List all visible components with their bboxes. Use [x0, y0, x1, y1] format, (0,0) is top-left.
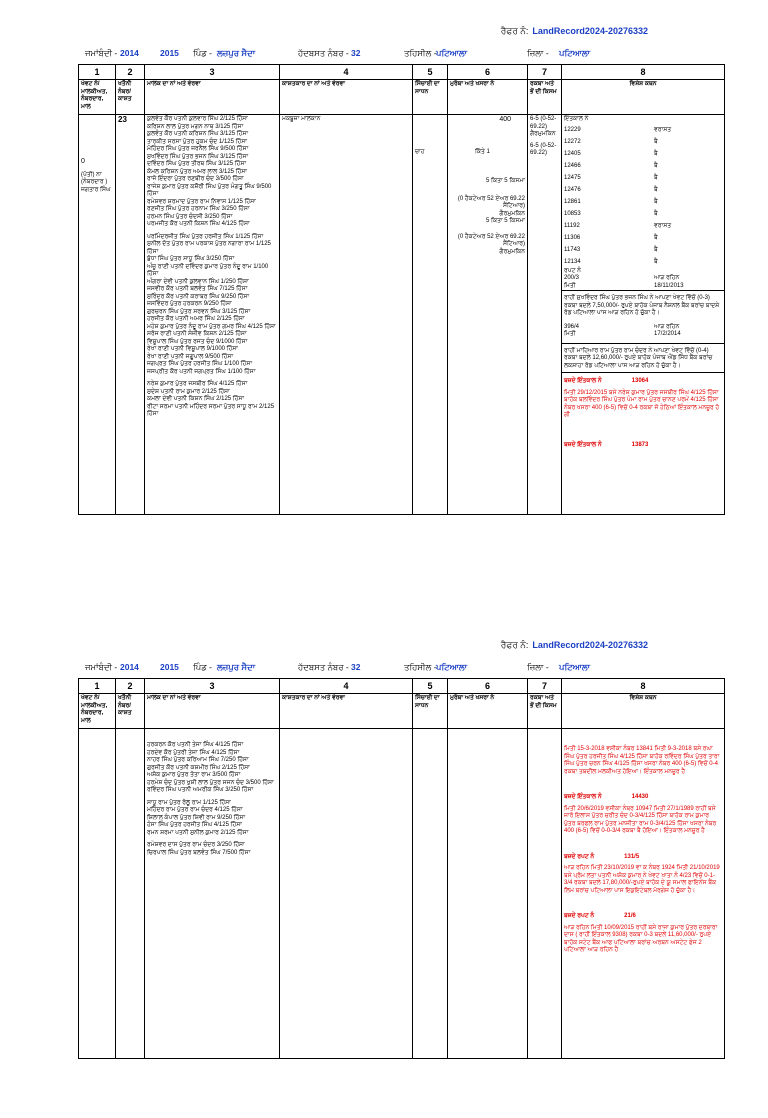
reference-label: ਰੈਫਰ ਨੰ: [500, 26, 529, 36]
district-label: ਜ਼ਿਲਾ - [527, 48, 549, 58]
rapat-entry-2: 396/4 ਆੜ ਰਹਿਨ [564, 323, 680, 330]
owner-entry: ਰਮਨ ਸ਼ਰਮਾ ਪਤਨੀ ਸੁਨੀਲ ਕੁਮਾਰ 2/125 ਹਿੱਸਾ [147, 829, 249, 836]
mutation-number: 12475 [564, 174, 581, 181]
hadbast-number: 32 [351, 662, 361, 672]
mutation-row [564, 124, 722, 136]
tehsil-label: ਤਹਿਸੀਲ - [404, 48, 437, 58]
area-value-1: 6-5 (0-52-69.22) [530, 116, 557, 130]
year-to: 2015 [160, 48, 179, 58]
owner-entry: ਰੇਖਾ ਰਾਣੀ ਪਤਨੀ ਜਗੂਪਾਲ 9/500 ਹਿੱਸਾ [147, 353, 234, 360]
owner-entry: ਰੇਖਾ ਰਾਣੀ ਪਤਨੀ ਵਿਸ਼ੂਪਾਲ 9/1000 ਹਿੱਸਾ [147, 346, 238, 352]
mutation-number: 12272 [564, 138, 581, 145]
jamabandi-label: ਜਮਾਂਬੰਦੀ - [85, 48, 118, 58]
owner-entry: ਰਾਜੋ ਇੰਦਰਾ ਪੁੱਤਰ ਰਣਬੀਰ ਚੰਦ 3/500 ਹਿੱਸਾ [147, 176, 244, 182]
owner-entry: ਰਣਜੀਤ ਸਿੰਘ ਪੁੱਤਰ ਹਰਨਾਮ ਸਿੰਘ 3/250 ਹਿੱਸਾ [147, 206, 250, 212]
mutation-list [564, 124, 722, 268]
owner-cell [145, 115, 280, 515]
mutation-type: ਬੈ [654, 138, 658, 145]
reference-label: ਰੈਫਰ ਨੰ: [500, 640, 529, 650]
village-name: ਲਜ਼ਪੁਰ ਸੈਦਾ [217, 48, 256, 58]
record-header [85, 662, 685, 676]
owner-entry: ਦਵਿੰਦਰ ਸਿੰਘ ਪੁੱਤਰ ਤੀਰਥ ਸਿੰਘ 3/125 ਹਿੱਸਾ [147, 161, 247, 167]
column-number: 4 [280, 679, 413, 694]
reference-number: LandRecord2024-20276332 [532, 26, 648, 36]
owner-entry: ਜਸਪ੍ਰੀਤ ਕੌਰ ਪਤਨੀ ਜਗਪ੍ਰਤ ਸਿੰਘ 1/100 ਹਿੱਸਾ [147, 368, 256, 375]
heading-khewat: ਖੇਵਟ ਨੰ/ ਮਾਲਕੀਅਤ, ਨੰਬਰਦਾਰ, ਮਾਲ [79, 694, 116, 729]
mortgage-note-1: ਰਾਹੀਂ ਸੁਖਵਿੰਦਰ ਸਿੰਘ ਪੁੱਤਰ ਭਜਨ ਸਿੰਘ ਨੇ ਆਪਣਾ ਖੇਵਟ ਵਿੱਚੋਂ (0-3) ਰਕਬਾ ਬਦਲੇ 7,50,000/- ਰੁਪਏ ਬਾਹੱਕ ਪੰਜਾਬ ਨੈਸ਼ਨਲ ਬੈਂਕ ਬਰਾਂਚ ਬਾਦਸ਼ੇ ਰੋਡ ਪਟਿਆਲਾ ਪਾਸ ਆੜ ਰਹਿਨ ਹੋ ਚੁੱਕਾ ਹੈ। [564, 295, 720, 316]
owner-entry: ਸੁਨੀਲ ਦੱਤ ਪੁੱਤਰ ਰਾਮ ਪਰਕਾਸ਼ ਪੁੱਤਰ ਨਗਾਰਾ ਰਾਮ 1/125 ਹਿੱਸਾ [147, 241, 271, 255]
owner-entry: ਪਰਮਿੰਦਰਜੀਤ ਸਿੰਘ ਪੁੱਤਰ ਹਰਜੀਤ ਸਿੰਘ 1/125 ਹਿੱਸਾ [147, 233, 264, 240]
cultivator-cell [280, 729, 413, 1059]
rapat-note-131-5: ਆੜ ਰਹਿਨ ਮਿਤੀ 23/10/2019 ਵਾ ਕ ਨੰਬਰ 1924 ਮਿਤੀ 21/10/2019 ਬਸੇ ਪ੍ਰੋਮ ਲਤਾ ਪਤਨੀ ਅਸ਼ੋਕ ਕੁਮਾਰ ਨੇ ਖੇਵਟ ਖਾਤਾ ਨੰ 4/23 ਵਿਚੋਂ 0-1-3/4 ਰਕਬਾ ਬਦਲੇ 17,80,000/-ਰੁਪਏ ਬਾਹੱਕ ਦੇ ਯੂ ਸਮਾਲ ਫਾਇਨੇਂਸ ਬੈਂਕ ਲਿਮ ਬਰਾਂਚ ਪਟਿਆਲਾ ਪਾਸ ਇਕੁਇਟੇਬਲ ਮੋਰਗੇਜ ਹੋ ਚੁੱਕਾ ਹੈ। [564, 865, 720, 894]
column-number: 7 [528, 65, 562, 80]
irrigation-source: ਚਾਹ [415, 149, 425, 155]
mutation-type: ਬੈ [654, 258, 658, 265]
district-name: ਪਟਿਆਲਾ [559, 48, 591, 58]
area-cell [528, 115, 562, 515]
irrigation-cell [413, 115, 448, 515]
column-number: 1 [79, 65, 116, 80]
mutation-row [564, 160, 722, 172]
owner-entry: ਤਾਰਕੀਤ ਸਰਸਾ ਪੁੱਤਰ ਹੁਕਮ ਚੰਦ 1/125 ਹਿੱਸਾ [147, 138, 247, 145]
owner-entry: ਕੁਲਵੰਤ ਕੌਰ ਪਤਨੀ ਕਰਿਸ਼ਨ ਸਿੰਘ 3/125 ਹਿੱਸਾ [147, 131, 249, 137]
column-number-row [79, 679, 725, 694]
district-name: ਪਟਿਆਲਾ [559, 662, 591, 672]
village-label: ਪਿੰਡ - [193, 662, 212, 672]
tehsil-name: ਪਟਿਆਲਾ [436, 48, 468, 58]
record-header [85, 48, 685, 62]
column-number: 3 [145, 65, 280, 80]
heading-cultivator: ਕਾਸ਼ਤਕਾਰ ਦਾ ਨਾਂ ਅਤੇ ਵੇਰਵਾ [280, 80, 413, 115]
khatoni-number: 23 [118, 115, 127, 124]
owner-entry: ਰਵਿੰਦਰ ਸਿੰਘ ਪਤਨੀ ਅਮਰੀਕ ਸਿੰਘ 3/250 ਹਿੱਸਾ [147, 787, 254, 793]
column-number-row [79, 65, 725, 80]
owner-list [147, 116, 277, 419]
owner-entry: ਬੁੱਧਾ ਸਿੰਘ ਪੁੱਤਰ ਸਾਧੂ ਸਿੰਘ 3/250 ਹਿੱਸਾ [147, 256, 235, 262]
land-record-table [78, 678, 725, 1059]
area-value-2: 6-5 (0-52-69.22) [530, 142, 557, 156]
owner-entry: ਅੰਜੂ ਰਾਣੀ ਪਤਨੀ ਦਵਿੰਦਰ ਕੁਮਾਰ ਪੁੱਤਰ ਨੰਦੂ ਰਾਮ 1/100 ਹਿੱਸਾ [147, 263, 269, 277]
tehsil-label: ਤਹਿਸੀਲ - [404, 662, 437, 672]
owner-entry: ਹਰਕਰਨ ਕੌਰ ਪਤਨੀ ਤੇਜਾ ਸਿੰਘ 4/125 ਹਿੱਸਾ [147, 742, 244, 748]
owner-entry: ਹਰਮਨ ਸਿੰਘ ਪੁੱਤਰ ਚੰਦਸੀ 3/250 ਹਿੱਸਾ [147, 213, 233, 220]
mutation-heading-13873: ਬਜ਼ਦੇ ਇੰਤਕਾਲ ਨੰ 13873 [564, 441, 649, 448]
owner-entry: ਜਗਪ੍ਰਤ ਸਿੰਘ ਪੁੱਤਰ ਹਰਜੀਤ ਸਿੰਘ 1/100 ਹਿੱਸਾ [147, 361, 253, 367]
heading-cultivator: ਕਾਸ਼ਤਕਾਰ ਦਾ ਨਾਂ ਅਤੇ ਵੇਰਵਾ [280, 694, 413, 729]
mutation-number: 11192 [564, 222, 580, 229]
owner-entry: ਸੁਰਿੰਦਰ ਕੌਰ ਪਤਨੀ ਕਰਾਬਰ ਸਿੰਘ 9/250 ਹਿੱਸਾ [147, 293, 250, 300]
owner-entry: ਸੁਖਵਿੰਦਰ ਸਿੰਘ ਪੁੱਤਰ ਭਜਨ ਸਿੰਘ 3/125 ਹਿੱਸਾ [147, 153, 249, 160]
khatoni-cell [116, 729, 145, 1059]
document-page-1 [0, 26, 768, 504]
mutation-row [564, 244, 722, 256]
column-number: 6 [448, 679, 528, 694]
mutation-type: ਬੈ [654, 186, 658, 193]
mutation-type: ਬੈ [654, 174, 658, 181]
mutation-type: ਬੈ [654, 210, 658, 217]
document-page-2 [0, 640, 768, 1118]
mutation-row [564, 148, 722, 160]
owner-entry: ਮਹੇਸ਼ ਕੁਮਾਰ ਪੁੱਤਰ ਨੰਦੂ ਰਾਮ ਪੁੱਤਰ ਗਮਰ ਸਿੰਘ 4/125 ਹਿੱਸਾ [147, 323, 276, 330]
remarks-cell [562, 115, 725, 515]
mutation-number: 12134 [564, 258, 581, 265]
mutation-label: ਇੰਤਕਾਲ ਨੰ [564, 116, 589, 122]
mutation-row [564, 184, 722, 196]
owner-entry: ਮਹਿੰਦਰ ਰਾਮ ਪੁੱਤਰ ਰਾਮ ਚੰਦਰ 4/125 ਹਿੱਸਾ [147, 807, 243, 813]
mutation-row [564, 208, 722, 220]
owner-cell [145, 729, 280, 1059]
area-summary-2: (0 ਹੈਕਟੇਅਰ 52 ਏਅਰ 69.22 ਸੈਂਟਿਆਰ) [457, 195, 525, 209]
rapat-heading-131-5: ਬਜ਼ਦੇ ਰਪਟ ਨੰ 131/5 [564, 853, 640, 860]
column-number: 2 [116, 679, 145, 694]
cultivator-name: ਮਕਬੂਜ਼ਾ ਮਾਲਕਾਨ [282, 116, 321, 122]
owner-entry: ਨਾਹਰ ਸਿੰਘ ਪੁੱਤਰ ਕਰਿਆਮ ਸਿੰਘ 7/250 ਹਿੱਸਾ [147, 757, 249, 763]
heading-khewat: ਖੇਵਟ ਨੰ/ ਮਾਲਕੀਅਤ, ਨੰਬਰਦਾਰ, ਮਾਲ [79, 80, 116, 115]
land-type-1: ਗੈਰਮੁਮਕਿਨ [530, 131, 556, 137]
mutation-note-13064: ਮਿਤੀ 29/12/2015 ਬਸੇ ਨਰੇਸ਼ ਕੁਮਾਰ ਪੁੱਤਰ ਜਸਬੀਰ ਸਿੰਘ 4/125 ਹਿੱਸਾ ਬਾਹੱਕ ਬਲਵਿੰਦਰ ਸਿੰਘ ਪੁੱਤਰ ਪੰਮਾ ਰਾਮ ਪੁੱਤਰ ਚਾਨਣ ਪਰਮੇਂ 4/125 ਹਿੱਸਾ ਨੰਬਰ ਖਸਰਾ 400 (6-5) ਵਿਚੋਂ 0-4 ਰਕਬਾ ਜੋ ਹੇਠਿਆਂ ਇੰਤਕਾਲ ਮਨਜ਼ੂਰ ਹੋ ਗੀ [564, 389, 720, 418]
reference-line [501, 640, 648, 651]
irrigation-cell [413, 729, 448, 1059]
khasra-cell [448, 729, 528, 1059]
heading-khatoni: ਖਤੌਨੀ ਨੰਬਰ/ ਕਾਸ਼ਤ [116, 694, 145, 729]
mutation-type: ਬੈ [654, 150, 658, 157]
area-summary-4: 5 ਕਿਤਾ 5 ਕਿਸਮਾ [486, 218, 525, 224]
mutation-type: ਬੈ [654, 198, 658, 205]
mutation-number: 11743 [564, 246, 581, 253]
mutation-note-14430: ਮਿਤੀ 20/6/2019 ਵਸੀਕਾ ਨੰਬਰ 10947 ਮਿਤੀ 27/1/1989 ਰਾਹੀਂ ਬਸੇ ਜਾਰੋ ਇਲਾਸ ਪੁੱਤਰ ਚਰੀਤ ਚੰਦ 0-3/4/125 ਹਿੱਸਾ ਬਾਹੱਕ ਰਾਮ ਕੁਮਾਰ ਪੁੱਤਰ ਬਰਫਲ ਰਾਮ ਪੁੱਤਰ ਮਨਜੀਤਾ ਰਾਮ 0-3/4/125 ਹਿੱਸਾ ਖਸਰਾ ਨੰਬਰ 400 (6-5) ਵਿਚੋਂ 0-0-3/4 ਰਕਬਾ ਬੈ ਹੋਇਆ। ਇੰਤਕਾਲ ਮਨਜ਼ੂਰ ਹੈ [564, 805, 717, 834]
owner-entry: ਕਰਿਸ਼ਨ ਲਾਲ ਪੁੱਤਰ ਮਗਨ ਨਾਥ 3/125 ਹਿੱਸਾ [147, 123, 244, 130]
area-summary-6: ਗੈਰਮੁਮਕਿਨ [499, 248, 525, 255]
owner-entry: ਹੰਸਾ ਸਿੰਘ ਪੁੱਤਰ ਹਰਜੀਤ ਸਿੰਘ 4/125 ਹਿੱਸਾ [147, 822, 242, 828]
mutation-number: 12476 [564, 186, 581, 193]
column-number: 4 [280, 65, 413, 80]
hadbast-number: 32 [351, 48, 361, 58]
tehsil-name: ਪਟਿਆਲਾ [436, 662, 468, 672]
heading-khasra: ਮੁਰੱਬਾ ਅਤੇ ਖਸਰਾ ਨੰ [448, 80, 528, 115]
heading-irrigation: ਸਿੰਚਾਈ ਦਾ ਸਾਧਨ [413, 80, 448, 115]
khewat-number: 0 [81, 158, 85, 165]
owner-entry: ਸਰੋਜ ਰਾਣੀ ਪਤਨੀ ਸੰਜੀਵ ਕਿਸ਼ਨ 2/125 ਹਿੱਸਾ [147, 331, 247, 337]
heading-area: ਰਕਬਾ ਅਤੇ ਭੋਂ ਦੀ ਕਿਸਮ [528, 80, 562, 115]
owner-entry: ਹਰਦੇਵ ਕੌਰ ਪੁੱਤਰੀ ਤੇਜਾ ਸਿੰਘ 4/125 ਹਿੱਸਾ [147, 749, 240, 756]
village-name: ਲਜ਼ਪੁਰ ਸੈਦਾ [217, 662, 256, 672]
mutation-number: 10853 [564, 210, 581, 217]
owner-entry: ਸੁਦੇਸ਼ ਪਤਨੀ ਰਾਮ ਕੁਮਾਰ 2/125 ਹਿੱਸਾ [147, 388, 230, 395]
murabba-number: 400 [499, 116, 511, 123]
mutation-type: ਬੈ [654, 234, 658, 241]
mutation-row [564, 220, 722, 232]
area-summary-3: ਗੈਰਮੁਮਕਿਨ [499, 210, 525, 217]
column-number: 1 [79, 679, 116, 694]
heading-irrigation: ਸਿੰਚਾਈ ਦਾ ਸਾਧਨ [413, 694, 448, 729]
rapat-date-2: ਮਿਤੀ 17/2/2014 [564, 331, 681, 337]
khasra-count: ਕਿੱਤੇ 1 [475, 148, 490, 155]
village-label: ਪਿੰਡ - [193, 48, 212, 58]
mutation-heading-14430: ਬਜ਼ਦੇ ਇੰਤਕਾਲ ਨੰ 14430 [564, 794, 649, 800]
hadbast-label: ਹੱਦਬਸਤ ਨੰਬਰ - [298, 48, 349, 58]
mutation-heading-13064: ਬਜ਼ਦੇ ਇੰਤਕਾਲ ਨੰ 13064 [564, 378, 649, 384]
owner-entry: ਕਮਲਾ ਦੇਵੀ ਪਤਨੀ ਕਿਸ਼ਨ ਸਿੰਘ 2/125 ਹਿੱਸਾ [147, 396, 245, 402]
land-record-table [78, 64, 725, 515]
mutation-row [564, 196, 722, 208]
column-heading-row [79, 694, 725, 729]
owner-entry: ਮੋਹਿੰਦਰ ਸਿੰਘ ਪੁੱਤਰ ਜਰਨੈਲ ਸਿੰਘ 9/500 ਹਿੱਸਾ [147, 146, 249, 152]
owner-entry: ਚਿਰਪਾਲ ਸਿੰਘ ਪੁੱਤਰ ਬਲਵੰਤ ਸਿੰਘ 7/500 ਹਿੱਸਾ [147, 849, 251, 856]
owner-entry: ਰਮੇਸ਼ਵਰ ਦਾਸ ਪੁੱਤਰ ਰਾਮ ਚੰਦਰ 3/250 ਹਿੱਸਾ [147, 842, 245, 848]
owner-entry: ਗੁਰਜੀਤ ਕੌਰ ਪਤਨੀ ਕਸ਼ਮੀਰ ਸਿੰਘ 2/125 ਹਿੱਸਾ [147, 764, 250, 771]
mutation-number: 12466 [564, 162, 581, 169]
mutation-type: ਵਰਾਸਤ [654, 222, 672, 229]
owner-entry: ਹਰਜੀਤ ਕੌਰ ਪਤਨੀ ਅਮਰ ਸਿੰਘ 2/125 ਹਿੱਸਾ [147, 316, 245, 322]
owner-entry: ਅੰਗਰਾ ਦੇਵੀ ਪਤਨੀ ਕੁਲਵਾਨ ਸਿੰਘ 1/250 ਹਿੱਸਾ [147, 278, 249, 285]
mutation-note-13841: ਮਿਤੀ 15-3-2018 ਵਸੀਕਾ ਨੰਬਰ 13841 ਮਿਤੀ 9-3-2018 ਬਸੇ ਰਘਾ ਸਿੰਘ ਪੁੱਤਰ ਹਰਜੀਤ ਸਿੰਘ 4/125 ਹਿੱਸਾ ਬਾਹੱਕ ਰਵਿੰਦਰ ਸਿੰਘ ਪੁੱਤਰ ਤਾਰਾ ਸਿੰਘ ਪੁੱਤਰ ਚਰਨ ਸਿੰਘ 4/125 ਹਿੱਸਾ ਖਸਰਾ ਨੰਬਰ 400 (6-5) ਵਿਚੋਂ 0-4 ਰਕਬਾ ਤਬਦੀਲ ਮਲਕੀਅਤ ਹੋਇਆ। ਇੰਤਕਾਲ ਮਨਜ਼ੂਰ ਹੈ [564, 746, 720, 775]
reference-line [501, 26, 648, 37]
khasra-cell [448, 115, 528, 515]
owner-entry: ਪਰਮਜੀਤ ਕੌਰ ਪਤਨੀ ਕਿਸ਼ਨ ਸਿੰਘ 4/125 ਹਿੱਸਾ [147, 221, 250, 227]
heading-remarks: ਵਿਸ਼ੇਸ਼ ਕਥਨ [562, 694, 725, 729]
mutation-type: ਬੈ [654, 162, 658, 169]
column-number: 6 [448, 65, 528, 80]
hadbast-label: ਹੱਦਬਸਤ ਨੰਬਰ - [298, 662, 349, 672]
owner-entry: ਰੀਟਾ ਸਰਮਾ ਪਤਨੀ ਮਹਿੰਦਰ ਸਰਮਾ ਪੁੱਤਰ ਸਾਧੂ ਰਾਮ 2/125 ਹਿੱਸਾ [147, 403, 275, 417]
rapat-heading-21-6: ਬਜ਼ਦੇ ਰਪਟ ਨੰ 21/6 [564, 913, 636, 919]
mutation-row [564, 256, 722, 268]
mutation-number: 12405 [564, 150, 581, 157]
heading-khatoni: ਖਤੌਨੀ ਨੰਬਰ/ ਕਾਸ਼ਤ [116, 80, 145, 115]
mutation-row [564, 172, 722, 184]
owner-entry: ਜਸਵੀਰ ਕੌਰ ਪਤਨੀ ਬਲਵੰਤ ਸਿੰਘ 7/125 ਹਿੱਸਾ [147, 286, 248, 292]
district-label: ਜ਼ਿਲਾ - [527, 662, 549, 672]
mutation-row [564, 136, 722, 148]
owner-entry: ਵਿਸ਼ੂਪਾਲ ਸਿੰਘ ਪੁੱਤਰ ਰਜਤ ਚੰਦ 9/1000 ਹਿੱਸਾ [147, 338, 248, 345]
owner-list [147, 742, 277, 857]
remarks-cell [562, 729, 725, 1059]
owner-entry: ਗੁਰਚਰਨ ਸਿੰਘ ਪੁੱਤਰ ਸਰਵਨ ਸਿੰਘ 3/125 ਹਿੱਸਾ [147, 308, 251, 315]
khewat-cell [79, 729, 116, 1059]
owner-entry: ਰਮੇਸ਼ਵਰ ਸ਼ਰਮਾਦ ਪੁੱਤਰ ਰਾਮ ਨਿਵਾਸ 1/125 ਹਿੱਸਾ [147, 198, 256, 205]
year-to: 2015 [160, 662, 179, 672]
owner-entry: ਨਰੇਸ਼ ਕੁਮਾਰ ਪੁੱਤਰ ਜਸਬੀਰ ਸਿੰਘ 4/125 ਹਿੱਸਾ [147, 381, 248, 387]
column-number: 7 [528, 679, 562, 694]
year-from: 2014 [120, 48, 139, 58]
column-heading-row [79, 80, 725, 115]
mutation-row [564, 232, 722, 244]
mutation-type: ਵਰਾਸਤ [654, 126, 672, 133]
heading-remarks: ਵਿਸ਼ੇਸ਼ ਕਥਨ [562, 80, 725, 115]
mortgage-note-2: ਰਾਹੀਂ ਮਾਹਿਆਰ ਰਾਮ ਪੁੱਤਰ ਰਾਮ ਚੰਦਰ ਨੇ ਆਪਣਾ ਖੇਵਟ ਵਿੱਚੋਂ (0-4) ਰਕਬਾ ਬਦਲੇ 12,60,000/- ਰੁਪਏ ਬਾਹੱਕ ਪੰਜਾਬ ਐਂਡ ਸਿੰਧ ਬੈਂਕ ਬਰਾਂਚ ਲਕਸ਼ਾਹਾ ਰੋਡ ਪਟਿਆਲਾ ਪਾਸ ਆੜ ਰਹਿਨ ਹੋ ਚੁੱਕਾ ਹੈ। [564, 347, 713, 369]
rapat-date-1: ਮਿਤੀ 18/11/2013 [564, 282, 684, 289]
khewat-cell [79, 115, 116, 515]
area-summary-5: (0 ਹੈਕਟੇਅਰ 52 ਏਅਰ 69.22 ਸੈਂਟਿਆਰ) [457, 233, 525, 247]
khewat-text: (ਪੱਤੀ) ਨਾ (ਨੰਬਰਦਾਰ ) ਜਗਤਾਰ ਸਿੰਘ [81, 171, 111, 193]
mutation-number: 12229 [564, 126, 581, 133]
column-number: 8 [562, 65, 725, 80]
record-row [79, 115, 725, 515]
heading-area: ਰਕਬਾ ਅਤੇ ਭੋਂ ਦੀ ਕਿਸਮ [528, 694, 562, 729]
rapat-note-21-6: ਆੜ ਰਹਿਨ ਮਿਤੀ 10/09/2015 ਰਾਹੀਂ ਬਸੇ ਰਾਜਾ ਕੁਮਾਰ ਪੁੱਤਰ ਦਰਬਾਰਾ ਦਾਸ ( ਰਾਹੀਂ ਇੰਤਕਾਲ 9308) ਰਕਬਾ 0-3 ਬਦਲੇ 11,60,000/- ਰੁਪਏ ਬਾਹੱਕ ਸਟੇਟ ਬੈਂਕ ਆਫ ਪਟਿਆਲਾ ਬਰਾਂਚ ਅਰਬਨ ਅਸਟੇਟ ਫੇਜ 2 ਪਟਿਆਲਾ ਆੜ ਰਹਿਨ ਹੈ [564, 924, 718, 953]
owner-entry: ਸਾਧੂ ਰਾਮ ਪੁੱਤਰ ਰੋਲੂ ਰਾਮ 1/125 ਹਿੱਸਾ [147, 799, 231, 806]
mutation-number: 11306 [564, 234, 581, 241]
mutation-number: 12861 [564, 198, 581, 205]
column-number: 5 [413, 65, 448, 80]
column-number: 5 [413, 679, 448, 694]
cultivator-cell [280, 115, 413, 515]
owner-entry: ਜਸਵਿੰਦਰ ਪੁੱਤਰ ਹਰਕਰਨ 9/250 ਹਿੱਸਾ [147, 301, 232, 307]
rapat-label: ਰਪਟ ਨੰ [564, 267, 581, 274]
khatoni-cell [116, 115, 145, 515]
year-from: 2014 [120, 662, 139, 672]
column-number: 2 [116, 65, 145, 80]
owner-entry: ਹਰਮੇਸ਼ ਚੰਦ ਪੁੱਤਰ ਖੁਸ਼ੀ ਲਾਲ ਪੁੱਤਰ ਸਜਨ ਚੰਦ 3/500 ਹਿੱਸਾ [147, 779, 274, 786]
owner-entry: ਕੁਲਵੰਤ ਕੌਰ ਪਤਨੀ ਕੁਲਵਾਰ ਸਿੰਘ 2/125 ਹਿੱਸਾ [147, 116, 248, 122]
area-cell [528, 729, 562, 1059]
record-row [79, 729, 725, 1059]
heading-khasra: ਮੁਰੱਬਾ ਅਤੇ ਖਸਰਾ ਨੰ [448, 694, 528, 729]
reference-number: LandRecord2024-20276332 [532, 640, 648, 650]
owner-entry: ਸ਼ਿਲਾਲ ਕੰਪਾਲ ਪੁੱਤਰ ਸ਼ਿਵੀ ਰਾਮ 9/250 ਹਿੱਸਾ [147, 814, 246, 821]
mutation-type: ਬੈ [654, 246, 658, 253]
column-number: 8 [562, 679, 725, 694]
heading-owner: ਮਾਲਕ ਦਾ ਨਾਂ ਅਤੇ ਵੇਰਵਾ [145, 80, 280, 115]
owner-entry: ਅਸ਼ੋਕ ਕੁਮਾਰ ਪੁੱਤਰ ਤੋਤਾ ਰਾਮ 3/500 ਹਿੱਸਾ [147, 772, 241, 778]
column-number: 3 [145, 679, 280, 694]
area-summary-1: 5 ਕਿਤਾ 5 ਕਿਸਮਾ [486, 178, 525, 184]
owner-entry: ਰਾਜੇਸ਼ ਕੁਮਾਰ ਪੁੱਤਰ ਕਸ਼ੌਰੀ ਸਿੰਘ ਪੁੱਤਰ ਮੰਗਤੂ ਸਿੰਘ 9/500 ਹਿੱਸਾ [147, 183, 272, 197]
jamabandi-label: ਜਮਾਂਬੰਦੀ - [85, 662, 118, 672]
owner-entry: ਕੋਮਲ ਕਰਿਸ਼ਨ ਪੁੱਤਰ ਅਮਰ ਲਾਲ 3/125 ਹਿੱਸਾ [147, 168, 248, 175]
rapat-entry-1: 200/3 ਆੜ ਰਹਿਨ [564, 275, 680, 281]
heading-owner: ਮਾਲਕ ਦਾ ਨਾਂ ਅਤੇ ਵੇਰਵਾ [145, 694, 280, 729]
